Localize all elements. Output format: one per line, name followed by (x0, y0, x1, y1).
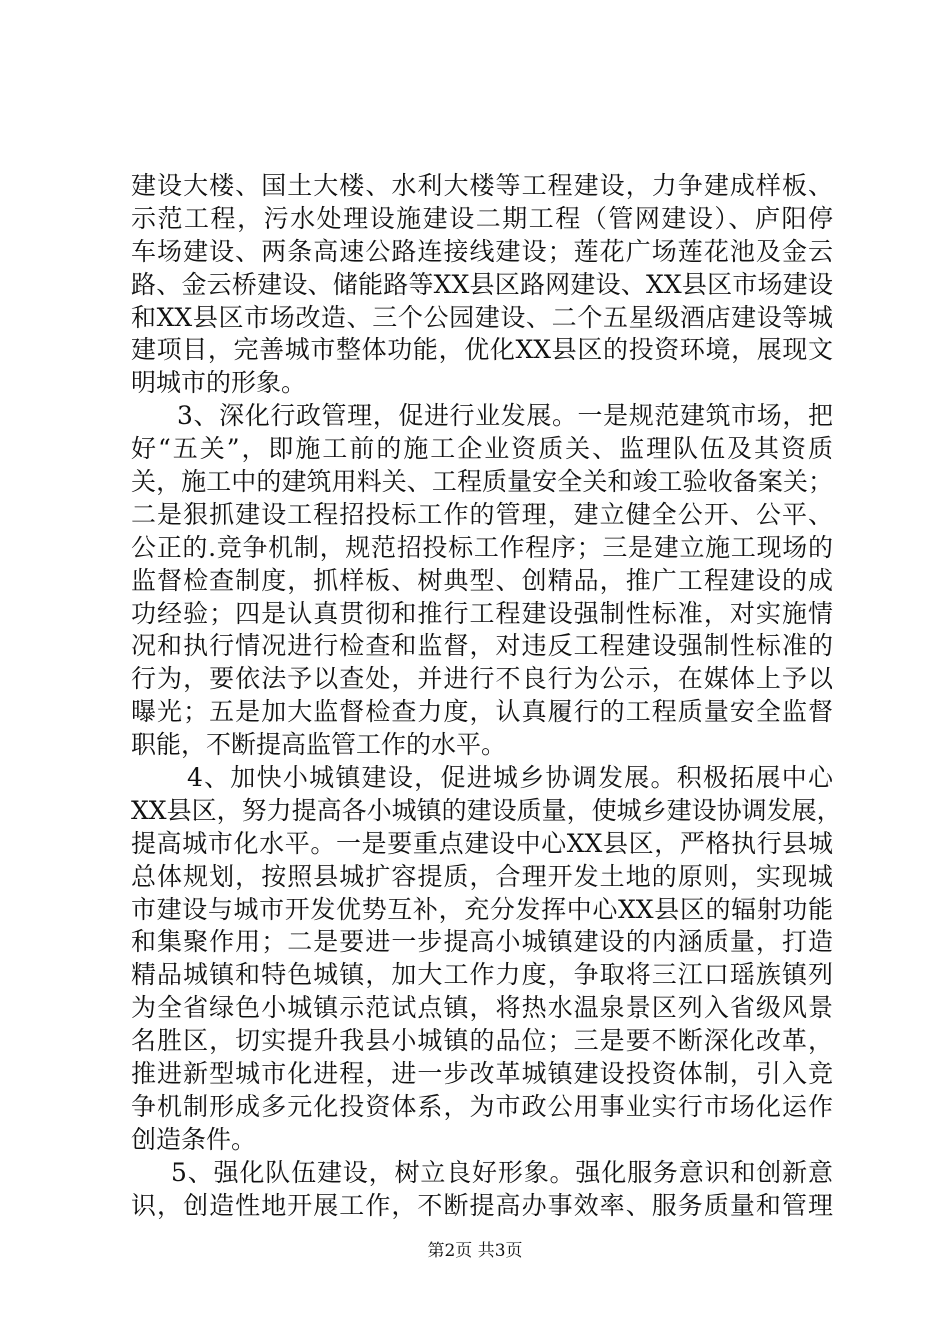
paragraph-3-first-line: 3、深化行政管理，促进行业发展。一是规范建筑市场，把 (177, 401, 833, 431)
text-line: 建项目，完善城市整体功能，优化XX县区的投资环境，展现文 (131, 335, 833, 365)
text-line: 和XX县区市场改造、三个公园建设、二个五星级酒店建设等城 (131, 302, 833, 332)
text-line: 职能，不断提高监管工作的水平。 (131, 730, 507, 760)
text-line: 车场建设、两条高速公路连接线建设；莲花广场莲花池及金云 (131, 236, 833, 266)
text-line: 和集聚作用；二是要进一步提高小城镇建设的内涵质量，打造 (131, 927, 833, 957)
paragraph-4-first-line: 4、加快小城镇建设，促进城乡协调发展。积极拓展中心 (187, 763, 833, 793)
text-line: 况和执行情况进行检查和监督，对违反工程建设强制性标准的 (131, 631, 833, 661)
text-line: 路、金云桥建设、储能路等XX县区路网建设、XX县区市场建设 (131, 269, 833, 299)
page-number-footer: 第2页 共3页 (427, 1241, 523, 1261)
text-line: 二是狠抓建设工程招投标工作的管理，建立健全公开、公平、 (131, 499, 833, 529)
text-line: 功经验；四是认真贯彻和推行工程建设强制性标准，对实施情 (131, 598, 833, 628)
text-line: 总体规划，按照县城扩容提质，合理开发土地的原则，实现城 (131, 861, 833, 891)
text-line: XX县区，努力提高各小城镇的建设质量，使城乡建设协调发展， (131, 795, 842, 825)
text-line: 公正的.竞争机制，规范招投标工作程序；三是建立施工现场的 (131, 532, 833, 562)
text-line: 提高城市化水平。一是要重点建设中心XX县区，严格执行县城 (131, 828, 833, 858)
text-line: 识，创造性地开展工作，不断提高办事效率、服务质量和管理 (131, 1190, 833, 1220)
paragraph-5-first-line: 5、强化队伍建设，树立良好形象。强化服务意识和创新意 (171, 1157, 833, 1187)
text-line: 曝光；五是加大监督检查力度，认真履行的工程质量安全监督 (131, 697, 833, 727)
text-line: 为全省绿色小城镇示范试点镇，将热水温泉景区列入省级风景 (131, 993, 833, 1023)
text-line: 推进新型城市化进程，进一步改革城镇建设投资体制，引入竞 (131, 1059, 833, 1089)
text-line: 关，施工中的建筑用料关、工程质量安全关和竣工验收备案关； (131, 467, 833, 497)
text-line: 市建设与城市开发优势互补，充分发挥中心XX县区的辐射功能 (131, 894, 833, 924)
text-line: 明城市的形象。 (131, 368, 307, 398)
text-line: 精品城镇和特色城镇，加大工作力度，争取将三江口瑶族镇列 (131, 960, 833, 990)
text-line: 名胜区，切实提升我县小城镇的品位；三是要不断深化改革， (131, 1026, 833, 1056)
text-line: 示范工程，污水处理设施建设二期工程（管网建设）、庐阳停 (131, 203, 833, 233)
text-line: 好“五关”，即施工前的施工企业资质关、监理队伍及其资质 (131, 434, 833, 464)
document-body (131, 170, 842, 1223)
text-line: 监督检查制度，抓样板、树典型、创精品，推广工程建设的成 (131, 565, 833, 595)
text-line: 争机制形成多元化投资体系，为市政公用事业实行市场化运作 (131, 1091, 833, 1121)
text-line: 建设大楼、国土大楼、水利大楼等工程建设，力争建成样板、 (131, 171, 833, 200)
text-line: 行为，要依法予以查处，并进行不良行为公示，在媒体上予以 (131, 664, 833, 694)
text-line: 创造条件。 (131, 1124, 257, 1154)
